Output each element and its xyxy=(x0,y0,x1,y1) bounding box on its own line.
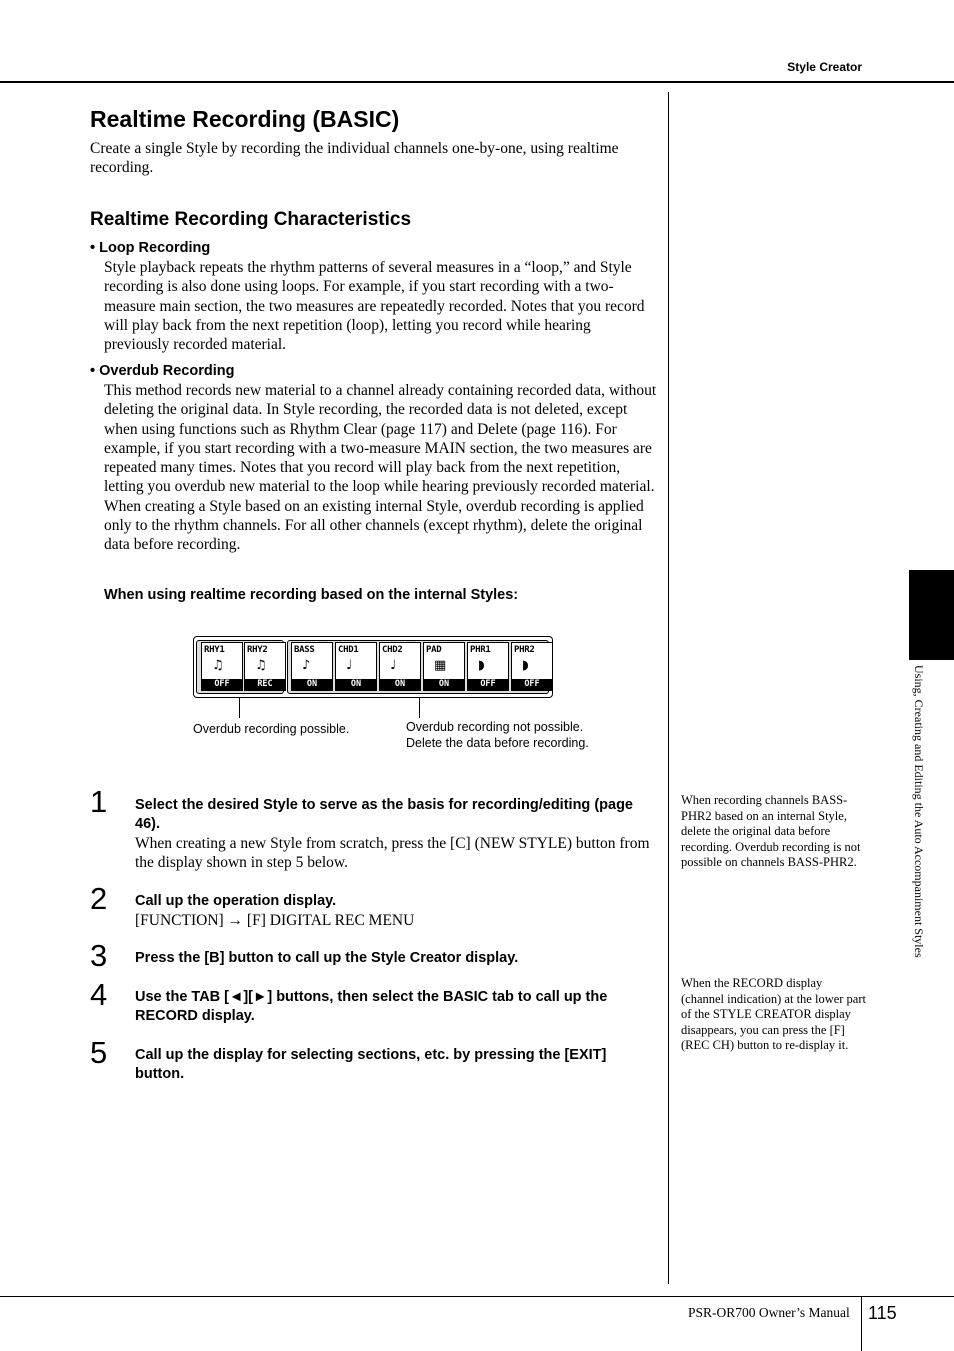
channel-status: ON xyxy=(336,679,376,690)
channel-rhy2 xyxy=(244,642,286,691)
column-divider xyxy=(668,92,669,1284)
channel-chd1 xyxy=(335,642,377,691)
step-number: 3 xyxy=(90,938,108,973)
step-title: Call up the operation display. xyxy=(135,893,337,909)
channel-phr1 xyxy=(467,642,509,691)
header-rule xyxy=(0,81,954,83)
bass-icon: ♪ xyxy=(302,658,311,673)
channel-status: OFF xyxy=(512,679,552,690)
bullet-body-2: When creating a Style based on an existing internal Style, overdub recording is applied only to the rhythm channels. For all other channels (except rhythm), delete the original data before recording. xyxy=(104,497,644,554)
step-title: Select the desired Style to serve as the basis for recording/editing (page 46). xyxy=(135,797,633,832)
intro-text: Create a single Style by recording the individual channels one-by-one, using realtime recording. xyxy=(90,140,619,177)
channel-phr2 xyxy=(511,642,553,691)
bullet-body: Style playback repeats the rhythm patterns of several measures in a “loop,” and Style recording is also done using loops. For example, if you start recording with a two-measure main section, the two measures are repeatedly recorded. Notes that you record will play back from the next repetition (loop), letting you record while hearing previously recorded material. xyxy=(104,259,645,354)
callout-delete-data: Delete the data before recording. xyxy=(406,736,589,750)
bullet-heading: • Overdub Recording xyxy=(90,363,235,379)
page-title: Realtime Recording (BASIC) xyxy=(90,106,400,132)
step-number: 4 xyxy=(90,977,108,1012)
channel-status: OFF xyxy=(202,679,242,690)
brass-icon: ◗ xyxy=(522,658,529,673)
guitar-icon: ♩ xyxy=(390,658,397,673)
section-heading: Realtime Recording Characteristics xyxy=(90,209,412,230)
bullet-overdub-recording xyxy=(90,362,660,555)
guitar-icon: ♩ xyxy=(346,658,353,673)
step-title: Press the [B] button to call up the Style Creator display. xyxy=(135,950,519,966)
drum-icon: ♫ xyxy=(212,658,224,673)
callout-leader-left xyxy=(239,698,240,718)
channel-rhy1 xyxy=(201,642,243,691)
side-tab xyxy=(909,570,954,660)
step-title: Call up the display for selecting sections, etc. by pressing the [EXIT] button. xyxy=(135,1047,607,1082)
channel-name: CHD1 xyxy=(338,645,359,655)
channel-pad xyxy=(423,642,465,691)
step-body: [FUNCTION] → [F] DIGITAL REC MENU xyxy=(135,912,415,929)
channel-name: RHY1 xyxy=(204,645,225,655)
page-number: 115 xyxy=(868,1303,897,1323)
keyboard-icon: ▦ xyxy=(434,658,447,673)
step-2 xyxy=(135,892,655,930)
step-5 xyxy=(135,1046,655,1084)
lcd-channel-display xyxy=(193,636,553,698)
manual-title: PSR-OR700 Owner’s Manual xyxy=(688,1305,850,1320)
step-title: Use the TAB [◄][►] buttons, then select the BASIC tab to call up the RECORD display. xyxy=(135,989,608,1024)
running-head: Style Creator xyxy=(787,60,862,74)
channel-bass xyxy=(291,642,333,691)
drum-icon: ♫ xyxy=(255,658,267,673)
step-1 xyxy=(135,796,655,873)
footer-divider xyxy=(861,1296,862,1351)
bullet-body: This method records new material to a channel already containing recorded data, without deleting the original data. In Style recording, the recorded data is not deleted, except when using functions such as Rhythm Clear (page 117) and Delete (page 116). For example, if you start recording with a two-measure MAIN section, the two measures are repeated many times. Notes that you record will play back from the next repetition, letting you overdub new material to the loop while hearing previously recorded material. xyxy=(104,382,657,496)
channel-chd2 xyxy=(379,642,421,691)
step-number: 1 xyxy=(90,784,108,819)
channel-name: PHR2 xyxy=(514,645,535,655)
channel-name: BASS xyxy=(294,645,315,655)
step-4 xyxy=(135,988,655,1026)
channel-name: RHY2 xyxy=(247,645,268,655)
side-tab-label: Using, Creating and Editing the Auto Accompaniment Styles xyxy=(912,665,926,958)
channel-status: REC xyxy=(245,679,285,690)
step-3 xyxy=(135,949,655,968)
bullet-heading: • Loop Recording xyxy=(90,240,211,256)
step-number: 2 xyxy=(90,881,108,916)
bullet-loop-recording xyxy=(90,239,660,354)
channel-status: OFF xyxy=(468,679,508,690)
channel-status: ON xyxy=(424,679,464,690)
step-number: 5 xyxy=(90,1035,108,1070)
internal-styles-heading: When using realtime recording based on the internal Styles: xyxy=(104,587,519,603)
footer-rule xyxy=(0,1296,954,1297)
step-body: When creating a new Style from scratch, press the [C] (NEW STYLE) button from the display shown in step 5 below. xyxy=(135,835,650,872)
channel-status: ON xyxy=(292,679,332,690)
callout-leader-right xyxy=(419,698,420,718)
callout-overdub-possible: Overdub recording possible. xyxy=(193,722,350,736)
channel-status: ON xyxy=(380,679,420,690)
callout-overdub-not-possible: Overdub recording not possible. xyxy=(406,720,584,734)
channel-name: CHD2 xyxy=(382,645,403,655)
margin-note: When the RECORD display (channel indication) at the lower part of the STYLE CREATOR display disappears, you can press the [F] (REC CH) button to re-display it. xyxy=(681,976,866,1052)
channel-name: PHR1 xyxy=(470,645,491,655)
brass-icon: ◗ xyxy=(478,658,485,673)
margin-note: When recording channels BASS-PHR2 based on an internal Style, delete the original data before recording. Overdub recording is not possible on channels BASS-PHR2. xyxy=(681,793,861,869)
channel-name: PAD xyxy=(426,645,442,655)
